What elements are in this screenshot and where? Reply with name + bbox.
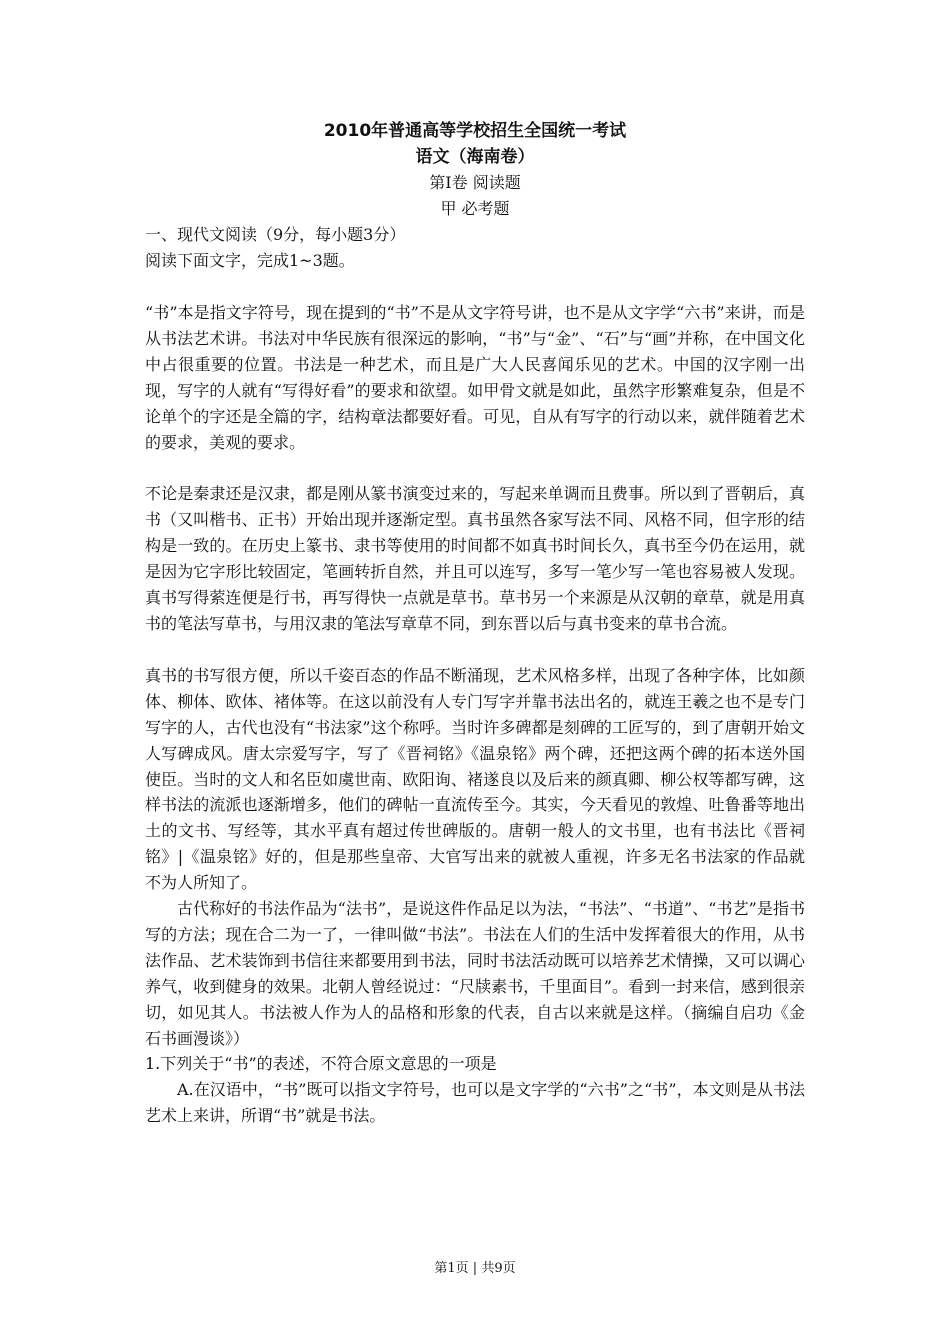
question-1-option-a: A.在汉语中，“书”既可以指文字符号，也可以是文字学的“六书”之“书”，本文则是从书法艺术上来讲，所谓“书”就是书法。 [145, 1080, 805, 1126]
passage-paragraph-2: 不论是秦隶还是汉隶，都是刚从篆书演变过来的，写起来单调而且费事。所以到了晋朝后，真书（又叫楷书、正书）开始出现并逐渐定型。真书虽然各家写法不同、风格不同，但字形的结构是一致的。在历史上篆书、隶书等使用的时间都不如真书时间长久，真书至今仍在运用，就是因为它字形比较固定，笔画转折自然，并且可以连写，多写一笔少写一笔也容易被人发现。真书写得萦连便是行书，再写得快一点就是草书。草书另一个来源是从汉朝的章草，就是用真书的笔法写草书，与用汉隶的笔法写章草不同，到东晋以后与真书变来的草书合流。 [145, 484, 805, 633]
passage-paragraph-1: “书”本是指文字符号，现在提到的“书”不是从文字符号讲，也不是从文字学“六书”来讲，而是从书法艺术讲。书法对中华民族有很深远的影响，“书”与“金”、“石”与“画”并称，在中国文化中占很重要的位置。书法是一种艺术，而且是广大人民喜闻乐见的艺术。中国的汉字刚一出现，写字的人就有“写得好看”的要求和欲望。如甲骨文就是如此，虽然字形繁难复杂，但是不论单个的字还是全篇的字，结构章法都要好看。可见，自从有写字的行动以来，就伴随着艺术的要求，美观的要求。 [145, 303, 805, 452]
document-page [145, 118, 805, 1129]
volume-title: 第Ⅰ卷 阅读题 [429, 173, 521, 192]
page-footer: 第1页 | 共9页 [434, 1261, 516, 1276]
section-heading: 一、现代文阅读（9分，每小题3分） [145, 225, 406, 244]
part-title: 甲 必考题 [440, 199, 510, 218]
section-instruction: 阅读下面文字，完成1~3题。 [145, 251, 355, 270]
exam-title: 2010年普通高等学校招生全国统一考试 [323, 121, 627, 141]
passage-paragraph-4: 古代称好的书法作品为“法书”，是说这件作品足以为法，“书法”、“书道”、“书艺”是指书写的方法；现在合二为一了，一律叫做“书法”。书法在人们的生活中发挥着很大的作用，从书法作品、艺术装饰到书信往来都要用到书法，同时书法活动既可以培养艺术情操，又可以调心养气，收到健身的效果。北朝人曾经说过：“尺牍素书，千里面目”。看到一封来信，感到很亲切，如见其人。书法被人作为人的品格和形象的代表，自古以来就是这样。（摘编自启功《金石书画漫谈》） [145, 899, 805, 1048]
exam-subject: 语文（海南卷） [415, 147, 535, 167]
question-1: 1.下列关于“书”的表述，不符合原文意思的一项是 [145, 1054, 497, 1074]
title-block [145, 118, 805, 222]
passage-paragraph-3: 真书的书写很方便，所以千姿百态的作品不断涌现，艺术风格多样，出现了各种字体，比如颜体、柳体、欧体、褚体等。在这以前没有人专门写字并靠书法出名的，就连王羲之也不是专门写字的人，古代也没有“书法家”这个称呼。当时许多碑都是刻碑的工匠写的，到了唐朝开始文人写碑成风。唐太宗爱写字，写了《晋祠铭》《温泉铭》两个碑，还把这两个碑的拓本送外国使臣。当时的文人和名臣如虞世南、欧阳询、褚遂良以及后来的颜真卿、柳公权等都写碑，这样书法的流派也逐渐增多，他们的碑帖一直流传至今。其实，今天看见的敦煌、吐鲁番等地出土的文书、写经等，其水平真有超过传世碑版的。唐朝一般人的文书里，也有书法比《晋祠铭》|《温泉铭》好的，但是那些皇帝、大官写出来的就被人重视，许多无名书法家的作品就不为人所知了。 [145, 665, 805, 893]
